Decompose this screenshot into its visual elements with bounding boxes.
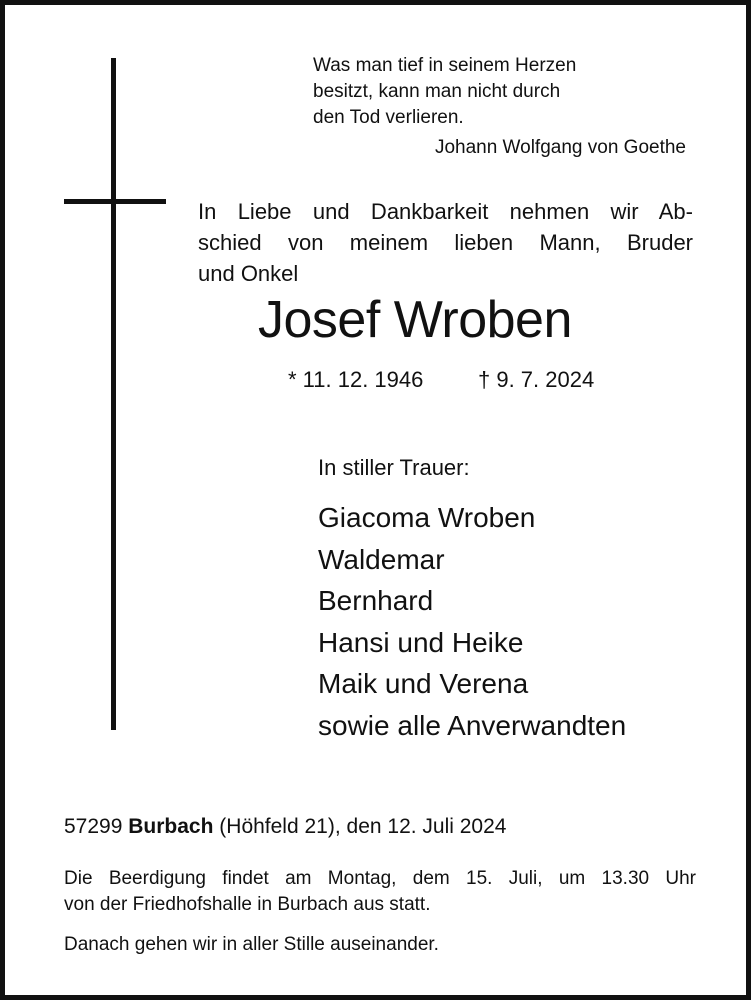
intro-line: In Liebe und Dankbarkeit nehmen wir Ab-: [198, 199, 693, 224]
address-date: (Höhfeld 21), den 12. Juli 2024: [219, 815, 507, 838]
goethe-quote: [313, 53, 693, 131]
intro-text: [198, 196, 693, 289]
mourner-name: Hansi und Heike: [318, 626, 524, 658]
quote-line: besitzt, kann man nicht durch: [313, 81, 561, 102]
deceased-name: Josef Wroben: [258, 291, 572, 349]
mourner-name: Waldemar: [318, 543, 445, 575]
funeral-line: Die Beerdigung findet am Montag, dem 15. Juli, um 13.30 Uhr: [64, 868, 696, 889]
funeral-line: von der Friedhofshalle in Burbach aus statt.: [64, 894, 431, 915]
intro-line: schied von meinem lieben Mann, Bruder: [198, 230, 693, 255]
closing-note: Danach gehen wir in aller Stille auseinander.: [64, 934, 439, 955]
mourning-label: In stiller Trauer:: [318, 455, 470, 480]
funeral-info: [64, 866, 696, 918]
quote-line: Was man tief in seinem Herzen: [313, 55, 577, 76]
death-date: † 9. 7. 2024: [478, 367, 595, 392]
quote-line: den Tod verlieren.: [313, 107, 464, 128]
cross-horizontal-bar: [64, 199, 166, 204]
postcode: 57299: [64, 815, 123, 838]
mourner-name: Bernhard: [318, 585, 434, 616]
cross-vertical-bar: [111, 58, 116, 730]
place-date-line: [64, 815, 506, 839]
mourners-list: [318, 497, 718, 746]
town: Burbach: [128, 815, 214, 838]
birth-date: * 11. 12. 1946: [288, 367, 424, 392]
mourner-name: sowie alle Anverwandten: [318, 709, 627, 741]
quote-author: Johann Wolfgang von Goethe: [434, 137, 686, 158]
mourner-name: Giacoma Wroben: [318, 502, 536, 533]
mourner-name: Maik und Verena: [318, 668, 529, 699]
intro-line: und Onkel: [198, 261, 299, 286]
